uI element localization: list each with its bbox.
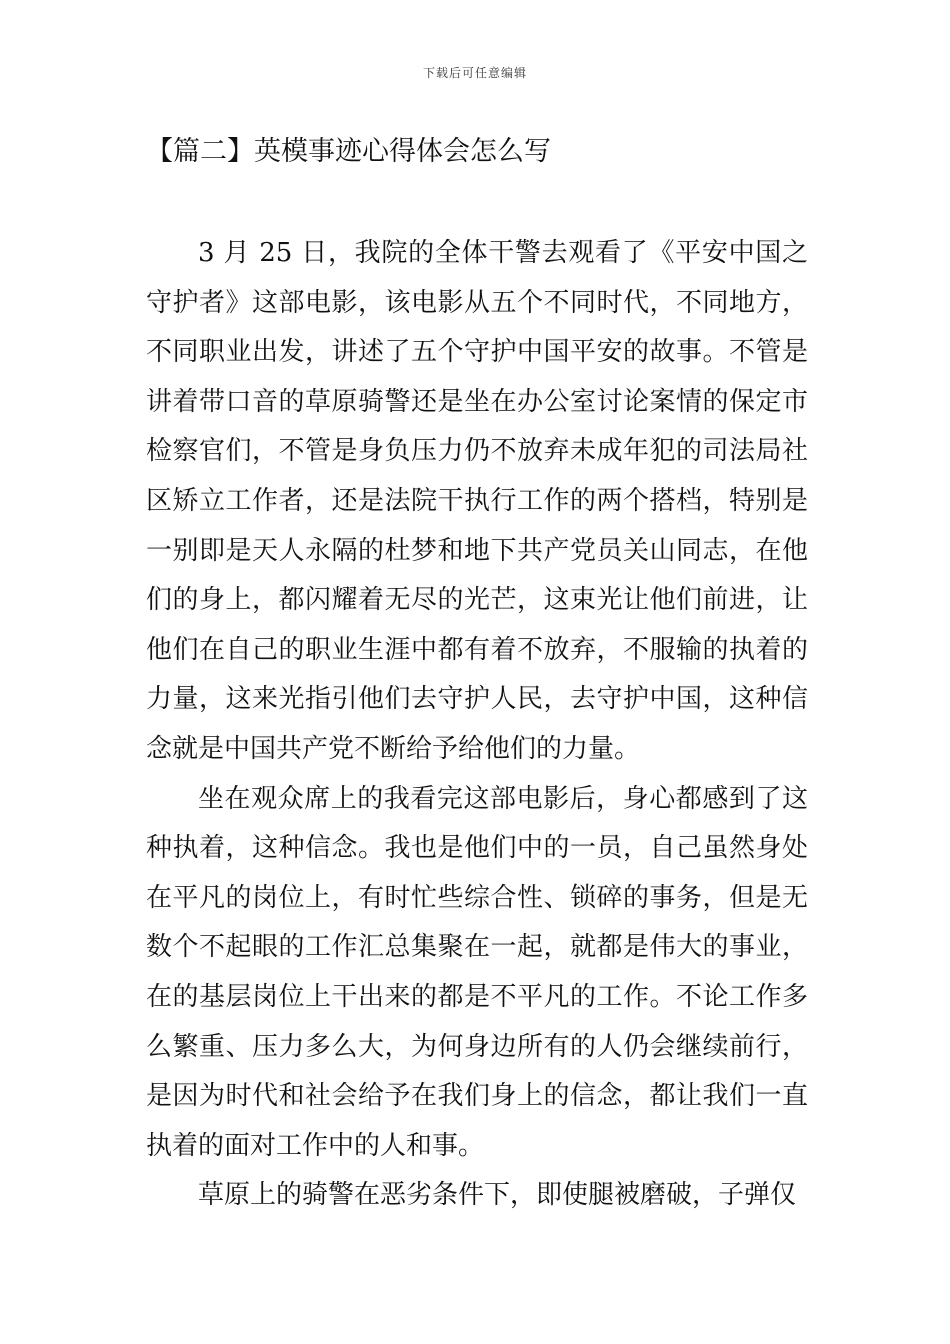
document-body [146,229,808,1221]
paragraph-3: 草原上的骑警在恶劣条件下，即使腿被磨破，子弹仅 [198,1180,797,1211]
paragraph-1: 3 月 25 日，我院的全体干警去观看了《平安中国之守护者》这部电影，该电影从五个不同时代，不同地方，不同职业出发，讲述了五个守护中国平安的故事。不管是讲着带口音的草原骑警还是坐在办公室讨论案情的保定市检察官们，不管是身负压力仍不放弃未成年犯的司法局社区矫立工作者，还是法院干执行工作的两个搭档，特别是一别即是天人永隔的杜梦和地下共产党员关山同志，在他们的身上，都闪耀着无尽的光芒，这束光让他们前进，让他们在自己的职业生涯中都有着不放弃，不服输的执着的力量，这来光指引他们去守护人民，去守护中国，这种信念就是中国共产党不断给予给他们的力量。 [146,238,808,764]
document-title: 【篇二】英模事迹心得体会怎么写 [146,136,551,167]
page-header-note: 下载后可任意编辑 [422,66,527,80]
paragraph-2: 坐在观众席上的我看完这部电影后，身心都感到了这种执着，这种信念。我也是他们中的一员，自己虽然身处在平凡的岗位上，有时忙些综合性、锁碎的事务，但是无数个不起眼的工作汇总集聚在一起，就都是伟大的事业，在的基层岗位上干出来的都是不平凡的工作。不论工作多么繁重、压力多么大，为何身边所有的人仍会继续前行，是因为时代和社会给予在我们身上的信念，都让我们一直执着的面对工作中的人和事。 [146,783,808,1161]
